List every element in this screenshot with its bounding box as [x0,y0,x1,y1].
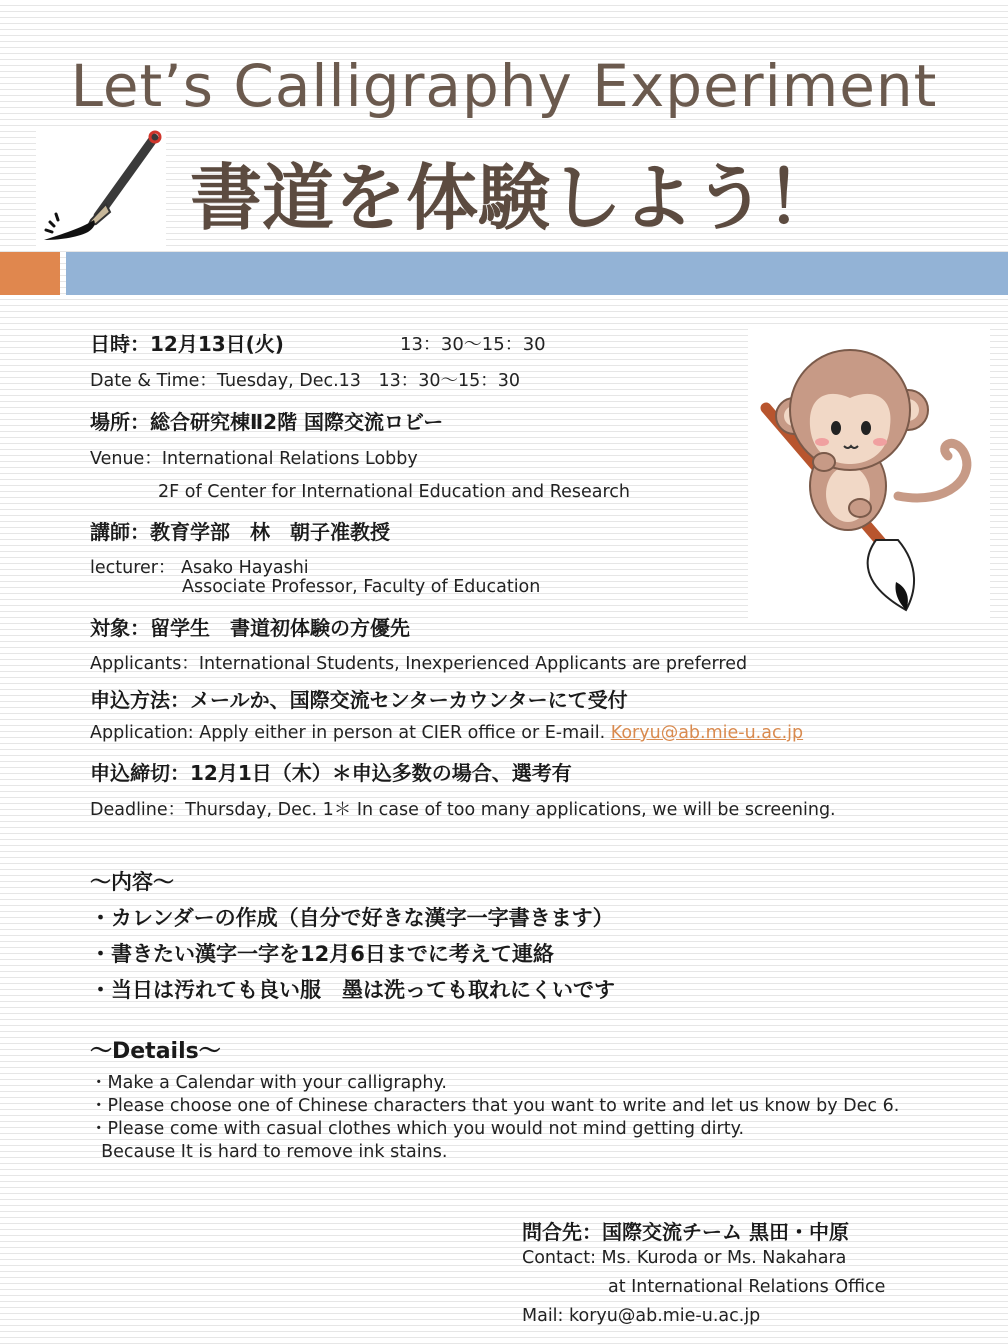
venue-ja: 場所：総合研究棟Ⅱ2階 国際交流ロビー [90,410,444,434]
apply-email-link[interactable]: Koryu@ab.mie-u.ac.jp [610,723,804,743]
target-ja: 対象：留学生 書道初体験の方優先 [90,616,410,640]
accent-bar-blue [66,252,1008,295]
lecturer-en-line1: lecturer： Asako Hayashi [90,558,309,578]
date-ja-label: 日時：12月13日(火) [90,332,284,356]
contents-ja-item-2: ・書きたい漢字一字を12月6日までに考えて連絡 [90,942,554,966]
venue-en-line1: Venue：International Relations Lobby [90,449,418,469]
date-ja-time: 13：30～15：30 [400,334,546,355]
contact-mail[interactable]: Mail: koryu@ab.mie-u.ac.jp [522,1306,761,1326]
lecturer-en-line2: Associate Professor, Faculty of Education [182,577,541,597]
contents-ja-heading: ～内容～ [90,870,174,894]
apply-en [90,723,803,743]
contents-ja-item-1: ・カレンダーの作成（自分で好きな漢字一字書きます） [90,906,614,930]
lecturer-ja: 講師：教育学部 林 朝子准教授 [90,520,390,544]
contents-ja-item-3: ・当日は汚れても良い服 墨は洗っても取れにくいです [90,978,615,1002]
date-en: Date & Time：Tuesday, Dec.13 13：30～15：30 [90,371,521,391]
details-en-item-2: ・Please choose one of Chinese characters that you want to write and let us know by Dec 6. [90,1096,900,1116]
brush-icon [36,128,166,246]
calligraphy-brush-illustration [36,128,166,246]
monkey-icon [748,326,990,620]
accent-bar-orange [0,252,60,295]
contact-en-line2: at International Relations Office [608,1277,886,1297]
details-en-item-4: Because It is hard to remove ink stains. [90,1142,448,1162]
details-en-item-1: ・Make a Calendar with your calligraphy. [90,1073,447,1093]
apply-en-text: Application: Apply either in person at CIER office or E-mail. [90,723,611,743]
details-en-heading: ～Details～ [90,1039,221,1064]
contact-ja: 問合先：国際交流チーム 黒田・中原 [522,1220,849,1244]
deadline-ja: 申込締切：12月1日（木）＊申込多数の場合、選考有 [90,761,572,785]
details-en-item-3: ・Please come with casual clothes which you would not mind getting dirty. [90,1119,745,1139]
venue-en-line2: 2F of Center for International Education and Research [158,482,630,502]
monkey-illustration [748,326,990,620]
deadline-en: Deadline：Thursday, Dec. 1＊ In case of too many applications, we will be screening. [90,800,836,820]
target-en: Applicants：International Students, Inexperienced Applicants are preferred [90,654,748,674]
title-english: Let’s Calligraphy Experiment [70,52,938,120]
contact-en-line1: Contact: Ms. Kuroda or Ms. Nakahara [522,1248,847,1268]
apply-ja: 申込方法：メールか、国際交流センターカウンターにて受付 [90,688,628,712]
title-japanese: 書道を体験しよう！ [190,156,839,240]
